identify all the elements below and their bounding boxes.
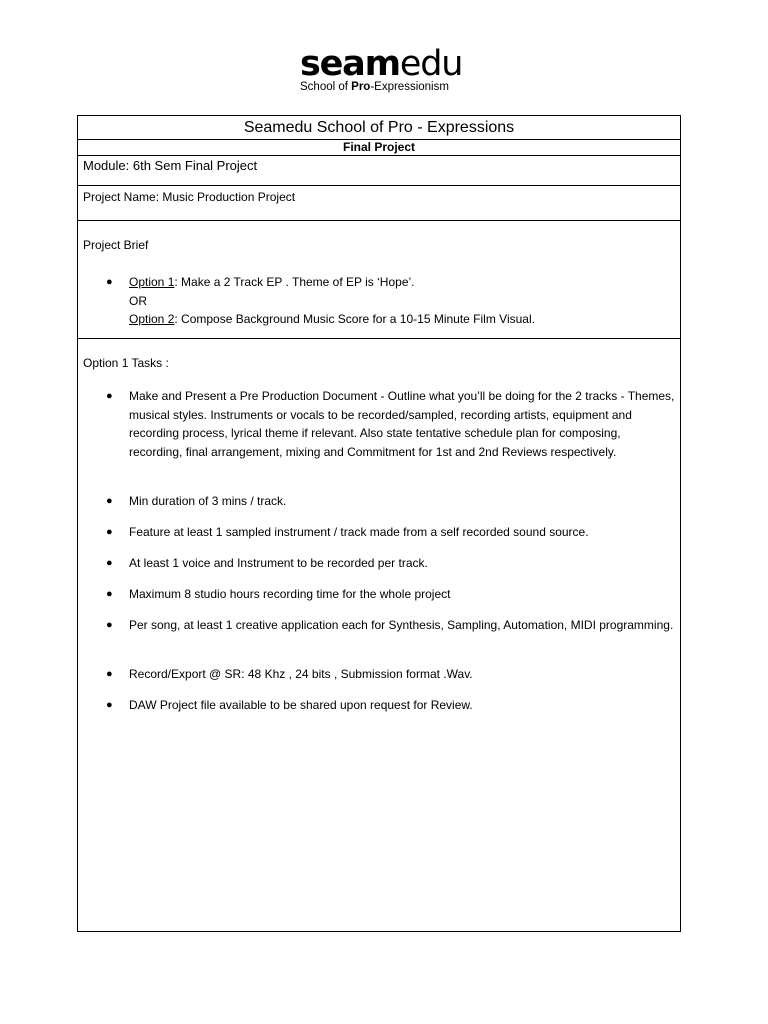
document-title: Seamedu School of Pro - Expressions	[78, 116, 680, 140]
bullet-icon: ●	[106, 668, 113, 680]
bullet-icon: ●	[106, 276, 113, 288]
option-1-tasks-section	[78, 339, 680, 931]
bullet-icon: ●	[106, 588, 113, 600]
brief-option-2: Option 2: Compose Background Music Score for a 10-15 Minute Film Visual.	[129, 312, 535, 326]
task-item: At least 1 voice and Instrument to be recorded per track.	[129, 556, 428, 570]
task-item: Min duration of 3 mins / track.	[129, 494, 287, 508]
task-item: Feature at least 1 sampled instrument / track made from a self recorded sound source.	[129, 525, 589, 539]
task-item: Make and Present a Pre Production Document - Outline what you’ll be doing for the 2 tracks - Themes, musical styles. Instruments or vocals to be recorded/sampled, recording artists, equipment and recording process, lyrical theme if relevant. Also state tentative schedule plan for composing, recording, final arrangement, mixing and Commitment for 1st and 2nd Reviews respectively.	[129, 389, 675, 459]
task-item: DAW Project file available to be shared upon request for Review.	[129, 698, 473, 712]
brief-or: OR	[129, 294, 147, 308]
task-item: Maximum 8 studio hours recording time for the whole project	[129, 587, 451, 601]
project-document-table	[77, 115, 681, 932]
logo-wordmark: seamedu	[300, 44, 463, 84]
bullet-icon: ●	[106, 557, 113, 569]
bullet-icon: ●	[106, 495, 113, 507]
bullet-icon: ●	[106, 390, 113, 402]
brief-option-1: Option 1: Make a 2 Track EP . Theme of EP is ‘Hope’.	[129, 275, 415, 289]
task-item: Per song, at least 1 creative application each for Synthesis, Sampling, Automation, MIDI programming.	[129, 618, 674, 632]
project-brief-section	[78, 221, 680, 339]
seamedu-logo	[300, 46, 470, 94]
task-item: Record/Export @ SR: 48 Khz , 24 bits , Submission format .Wav.	[129, 667, 473, 681]
document-subtitle: Final Project	[78, 140, 680, 156]
tasks-heading: Option 1 Tasks :	[83, 356, 169, 370]
bullet-icon: ●	[106, 619, 113, 631]
logo-tagline: School of Pro-Expressionism	[300, 81, 449, 93]
bullet-icon: ●	[106, 699, 113, 711]
module-row: Module: 6th Sem Final Project	[78, 156, 680, 186]
bullet-icon: ●	[106, 526, 113, 538]
project-brief-heading: Project Brief	[83, 238, 149, 252]
project-name-row: Project Name: Music Production Project	[78, 186, 680, 221]
